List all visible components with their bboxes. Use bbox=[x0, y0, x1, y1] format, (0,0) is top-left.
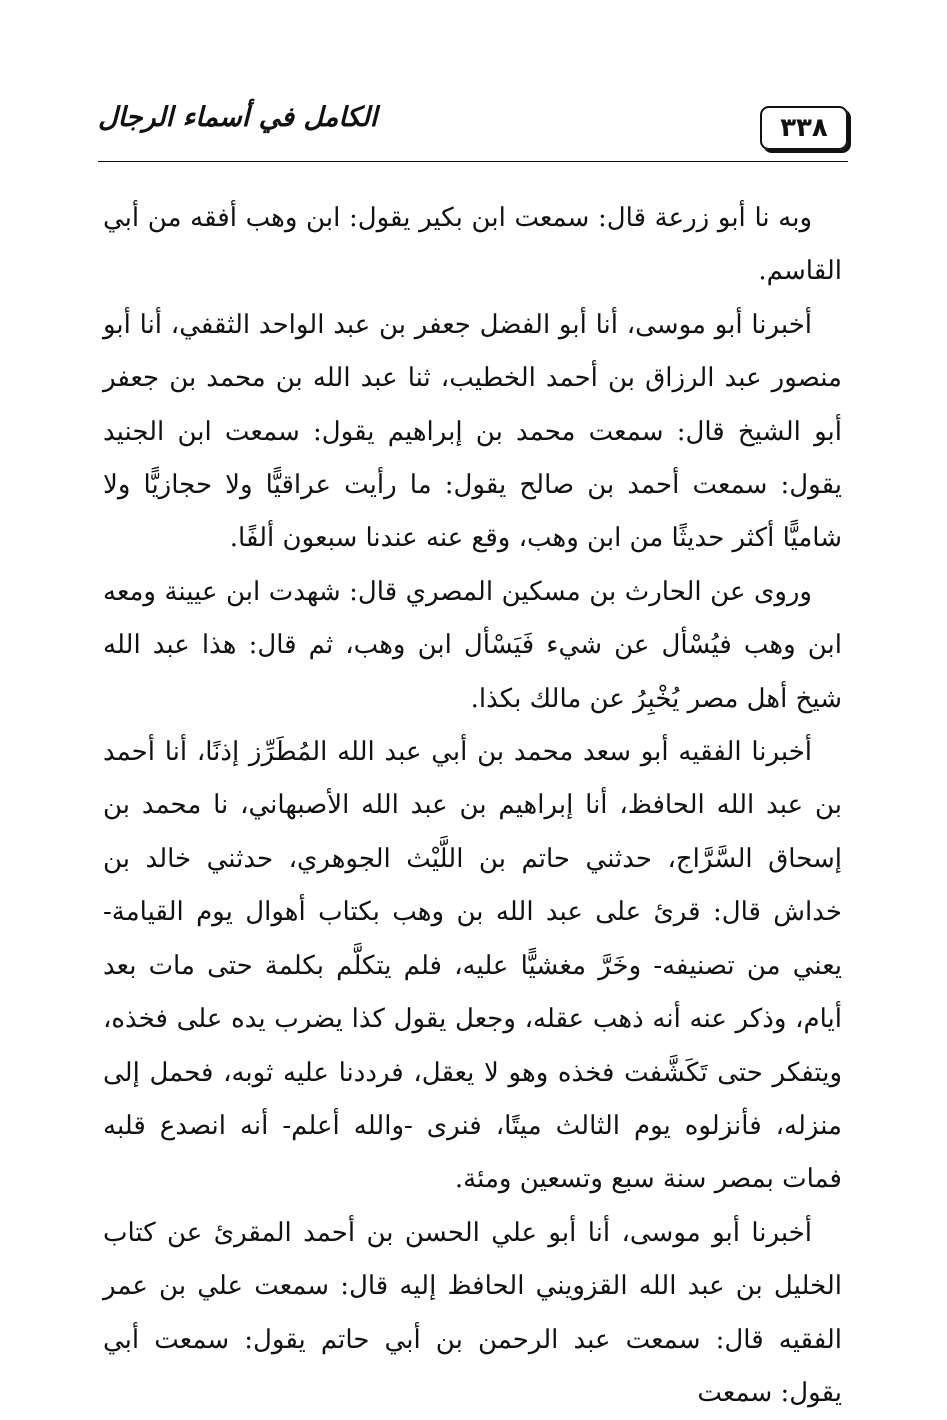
paragraph: وروى عن الحارث بن مسكين المصري قال: شهدت ابن عيينة ومعه ابن وهب فيُسْأل عن شيء فَيَسْأل ابن وهب، ثم قال: هذا عبد الله شيخ أهل مصر يُخْبِرُ عن مالك بكذا. bbox=[103, 576, 842, 714]
header-rule bbox=[98, 161, 848, 162]
page-header bbox=[98, 98, 848, 162]
paragraph: وبه نا أبو زرعة قال: سمعت ابن بكير يقول: ابن وهب أفقه من أبي القاسم. bbox=[103, 203, 842, 287]
paragraph: أخبرنا الفقيه أبو سعد محمد بن أبي عبد الله المُطَرِّز إذنًا، أنا أحمد بن عبد الله الحافظ، أنا إبراهيم بن عبد الله الأصبهاني، نا محمد بن إسحاق السَّرَّاج، حدثني حاتم بن اللَّيْث الجوهري، حدثني خالد بن خداش قال: قرئ على عبد الله بن وهب بكتاب أهوال يوم القيامة- يعني من تصنيفه- وخَرَّ مغشيًّا عليه، فلم يتكلَّم بكلمة حتى مات بعد أيام، وذكر عنه أنه ذهب عقله، وجعل يقول كذا يضرب يده على فخذه، ويتفكر حتى تَكَشَّفت فخذه وهو لا يعقل، فرددنا عليه ثوبه، فحمل إلى منزله، فأنزلوه يوم الثالث ميتًا، فنرى -والله أعلم- أنه انصدع قلبه فمات بمصر سنة سبع وتسعين ومئة. bbox=[103, 737, 842, 1195]
paragraph: أخبرنا أبو موسى، أنا أبو علي الحسن بن أحمد المقرئ عن كتاب الخليل بن عبد الله القزويني الحافظ إليه قال: سمعت علي بن عمر الفقيه قال: سمعت عبد الرحمن بن أبي حاتم يقول: سمعت أبي يقول: سمعت bbox=[103, 1217, 842, 1408]
paragraph: أخبرنا أبو موسى، أنا أبو الفضل جعفر بن عبد الواحد الثقفي، أنا أبو منصور عبد الرزاق بن أحمد الخطيب، ثنا عبد الله بن محمد بن جعفر أبو الشيخ قال: سمعت محمد بن إبراهيم يقول: سمعت ابن الجنيد يقول: سمعت أحمد بن صالح يقول: ما رأيت عراقيًّا ولا حجازيًّا ولا شاميًّا أكثر حديثًا من ابن وهب، وقع عنه عندنا سبعون ألفًا. bbox=[103, 309, 842, 554]
body-text bbox=[103, 192, 842, 1420]
page-number: ٣٣٨ bbox=[760, 106, 848, 150]
running-title: الكامل في أسماء الرجال bbox=[98, 102, 378, 133]
